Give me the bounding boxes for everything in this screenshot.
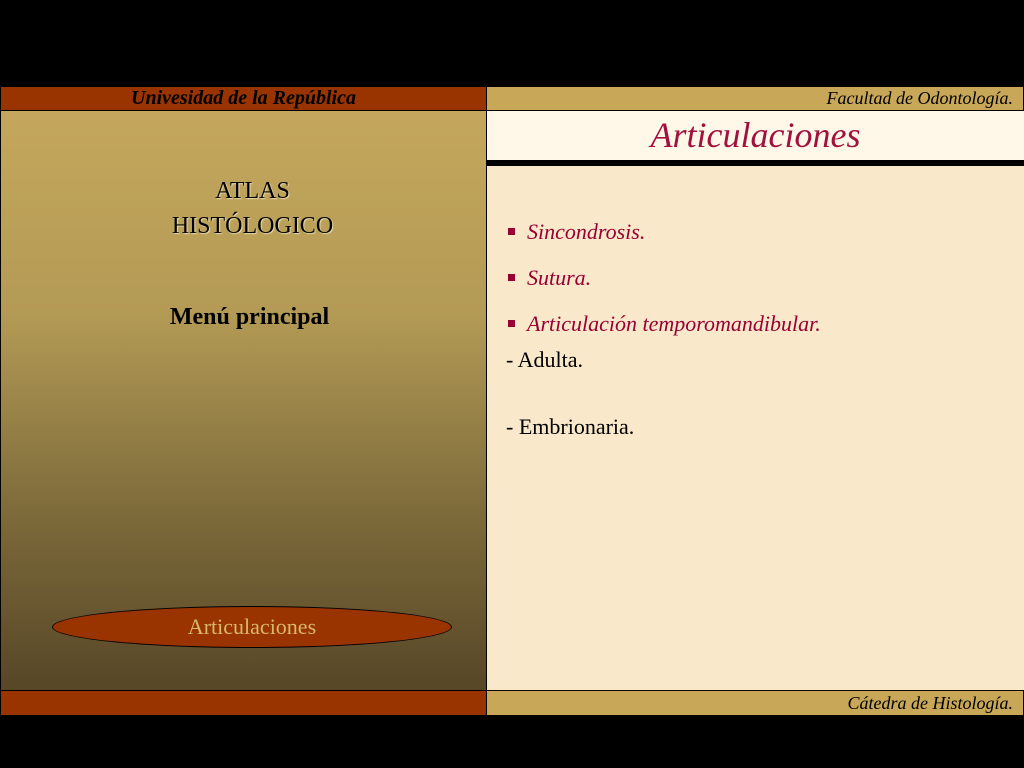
list-item-sincondrosis[interactable] bbox=[508, 218, 645, 246]
footer-right-bar bbox=[487, 690, 1024, 716]
square-bullet-icon bbox=[508, 274, 515, 281]
square-bullet-icon bbox=[508, 320, 515, 327]
atlas-title bbox=[19, 174, 486, 244]
university-title: Univesidad de la República bbox=[131, 87, 356, 109]
sub-item-embrionaria[interactable]: - Embrionaria. bbox=[506, 414, 635, 439]
faculty-title: Facultad de Odontología. bbox=[826, 88, 1013, 108]
list-item-sutura[interactable] bbox=[508, 264, 591, 292]
atlas-title-line-1: ATLAS bbox=[215, 178, 290, 204]
footer-left-bar bbox=[0, 690, 487, 716]
sub-item-adulta[interactable]: - Adulta. bbox=[506, 347, 583, 372]
list-item-label: Sincondrosis. bbox=[527, 219, 646, 244]
list-item-label: Sutura. bbox=[527, 265, 592, 290]
square-bullet-icon bbox=[508, 228, 515, 235]
articulaciones-button-label: Articulaciones bbox=[187, 614, 317, 639]
main-menu-link[interactable]: Menú principal bbox=[169, 304, 330, 330]
department-label: Cátedra de Histología. bbox=[847, 693, 1013, 713]
list-item-label: Articulación temporomandibular. bbox=[527, 311, 821, 336]
title-area bbox=[487, 111, 1024, 160]
page-title: Articulaciones bbox=[650, 115, 861, 155]
articulaciones-button[interactable] bbox=[52, 606, 452, 648]
faculty-header bbox=[487, 86, 1024, 111]
sidebar bbox=[0, 111, 487, 690]
content-panel bbox=[487, 111, 1024, 690]
list-item-articulacion-temporomandibular[interactable] bbox=[508, 310, 821, 338]
atlas-title-line-2: HISTÓLOGICO bbox=[171, 213, 334, 239]
university-header bbox=[0, 86, 487, 111]
